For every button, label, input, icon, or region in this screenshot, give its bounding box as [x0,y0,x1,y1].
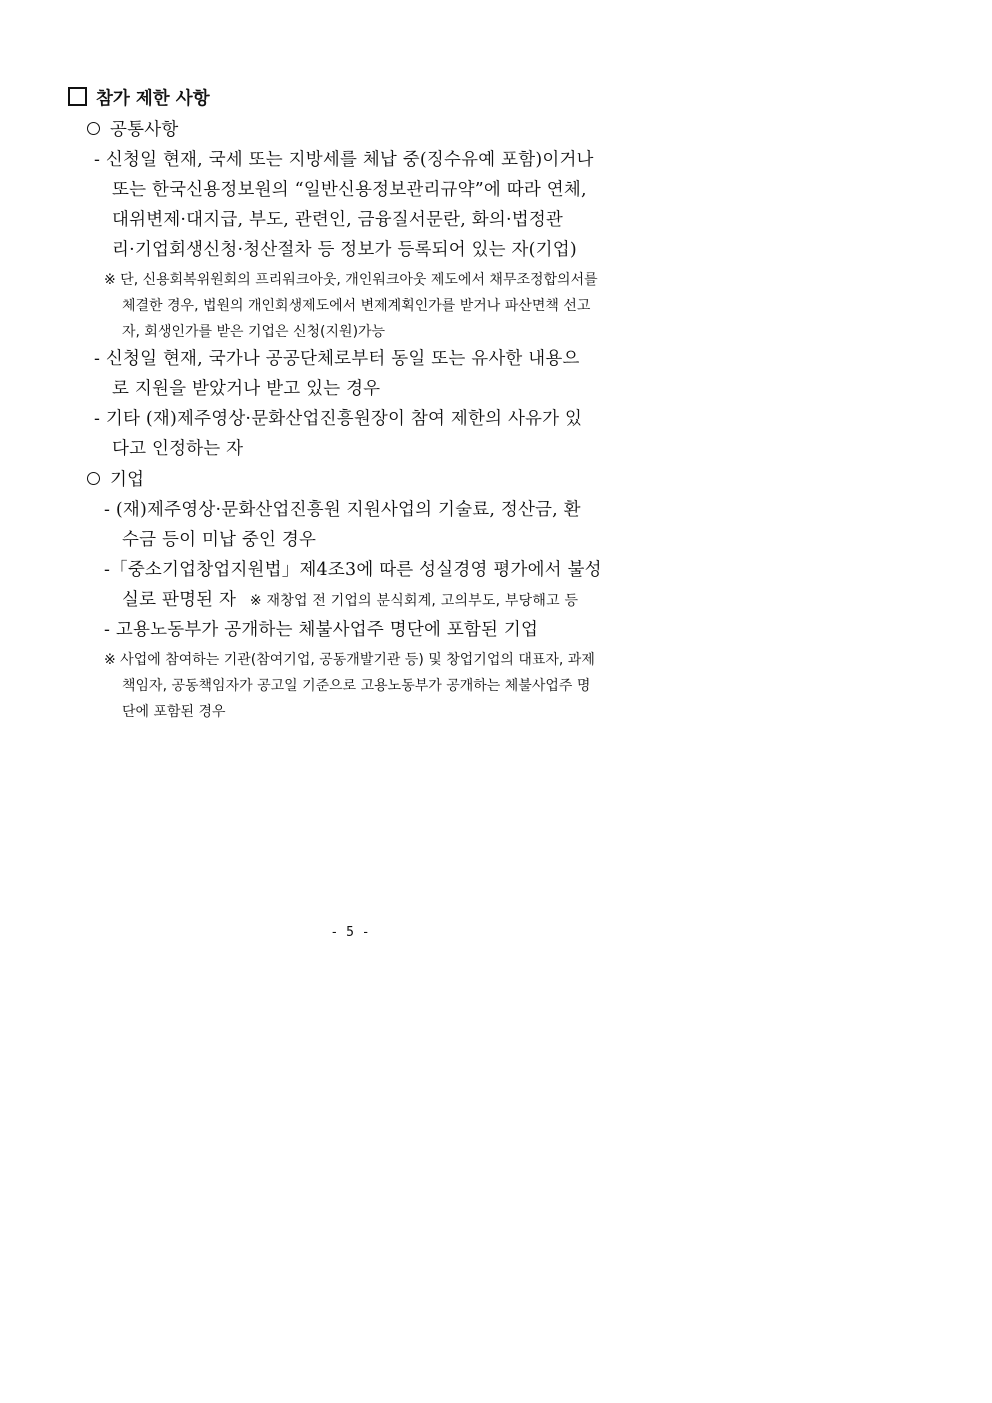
company-note-line2: 책임자, 공동책임자가 공고일 기준으로 고용노동부가 공개하는 체불사업주 명 [122,678,591,694]
common-item2-line2: 로 지원을 받았거나 받고 있는 경우 [112,379,381,399]
company-item2-line1: -「중소기업창업지원법」제4조3에 따른 성실경영 평가에서 불성 [104,560,602,580]
company-item2-line2 [122,585,578,616]
common-item2-line1: - 신청일 현재, 국가나 공공단체로부터 동일 또는 유사한 내용으 [94,349,580,369]
section-title: 참가 제한 사항 [96,89,210,109]
common-item3-line1: - 기타 (재)제주영상·문화산업진흥원장이 참여 제한의 사유가 있 [94,409,583,429]
common-note1-line3: 자, 회생인가를 받은 기업은 신청(지원)가능 [122,324,386,340]
common-note1-line1: ※ 단, 신용회복위원회의 프리워크아웃, 개인워크아웃 제도에서 채무조정합의서를 [104,272,598,288]
subsection-company-label: 기업 [110,470,145,490]
company-item3: - 고용노동부가 공개하는 체불사업주 명단에 포함된 기업 [104,620,539,640]
subsection-common-label: 공통사항 [110,120,179,140]
company-item1-line2: 수금 등이 미납 중인 경우 [122,530,317,550]
circle-bullet-icon [87,472,100,485]
company-note-line3: 단에 포함된 경우 [122,704,226,720]
common-item1-line1: - 신청일 현재, 국세 또는 지방세를 체납 중(징수유예 포함)이거나 [94,150,594,170]
company-note-line1: ※ 사업에 참여하는 기관(참여기업, 공동개발기관 등) 및 창업기업의 대표자, 과제 [104,652,595,668]
circle-bullet-icon [87,122,100,135]
common-item3-line2: 다고 인정하는 자 [112,439,244,459]
common-item1-line3: 대위변제·대지급, 부도, 관련인, 금융질서문란, 화의·법정관 [112,210,564,230]
common-item1-line2: 또는 한국신용정보원의 “일반신용정보관리규약”에 따라 연체, [112,180,587,200]
square-box-icon [68,87,87,106]
company-item1-line1: - (재)제주영상·문화산업진흥원 지원사업의 기술료, 정산금, 환 [104,500,581,520]
company-item2-line2-text: 실로 판명된 자 [122,590,237,610]
section-heading [68,85,210,113]
common-note1-line2: 체결한 경우, 법원의 개인회생제도에서 변제계획인가를 받거나 파산면책 선고 [122,298,591,314]
company-item2-inline-note: ※ 재창업 전 기업의 분식회계, 고의부도, 부당해고 등 [249,593,579,609]
common-item1-line4: 리·기업회생신청·청산절차 등 정보가 등록되어 있는 자(기업) [112,240,577,260]
subsection-common [87,115,178,145]
page-number: - 5 - [330,925,370,940]
subsection-company [87,465,144,495]
